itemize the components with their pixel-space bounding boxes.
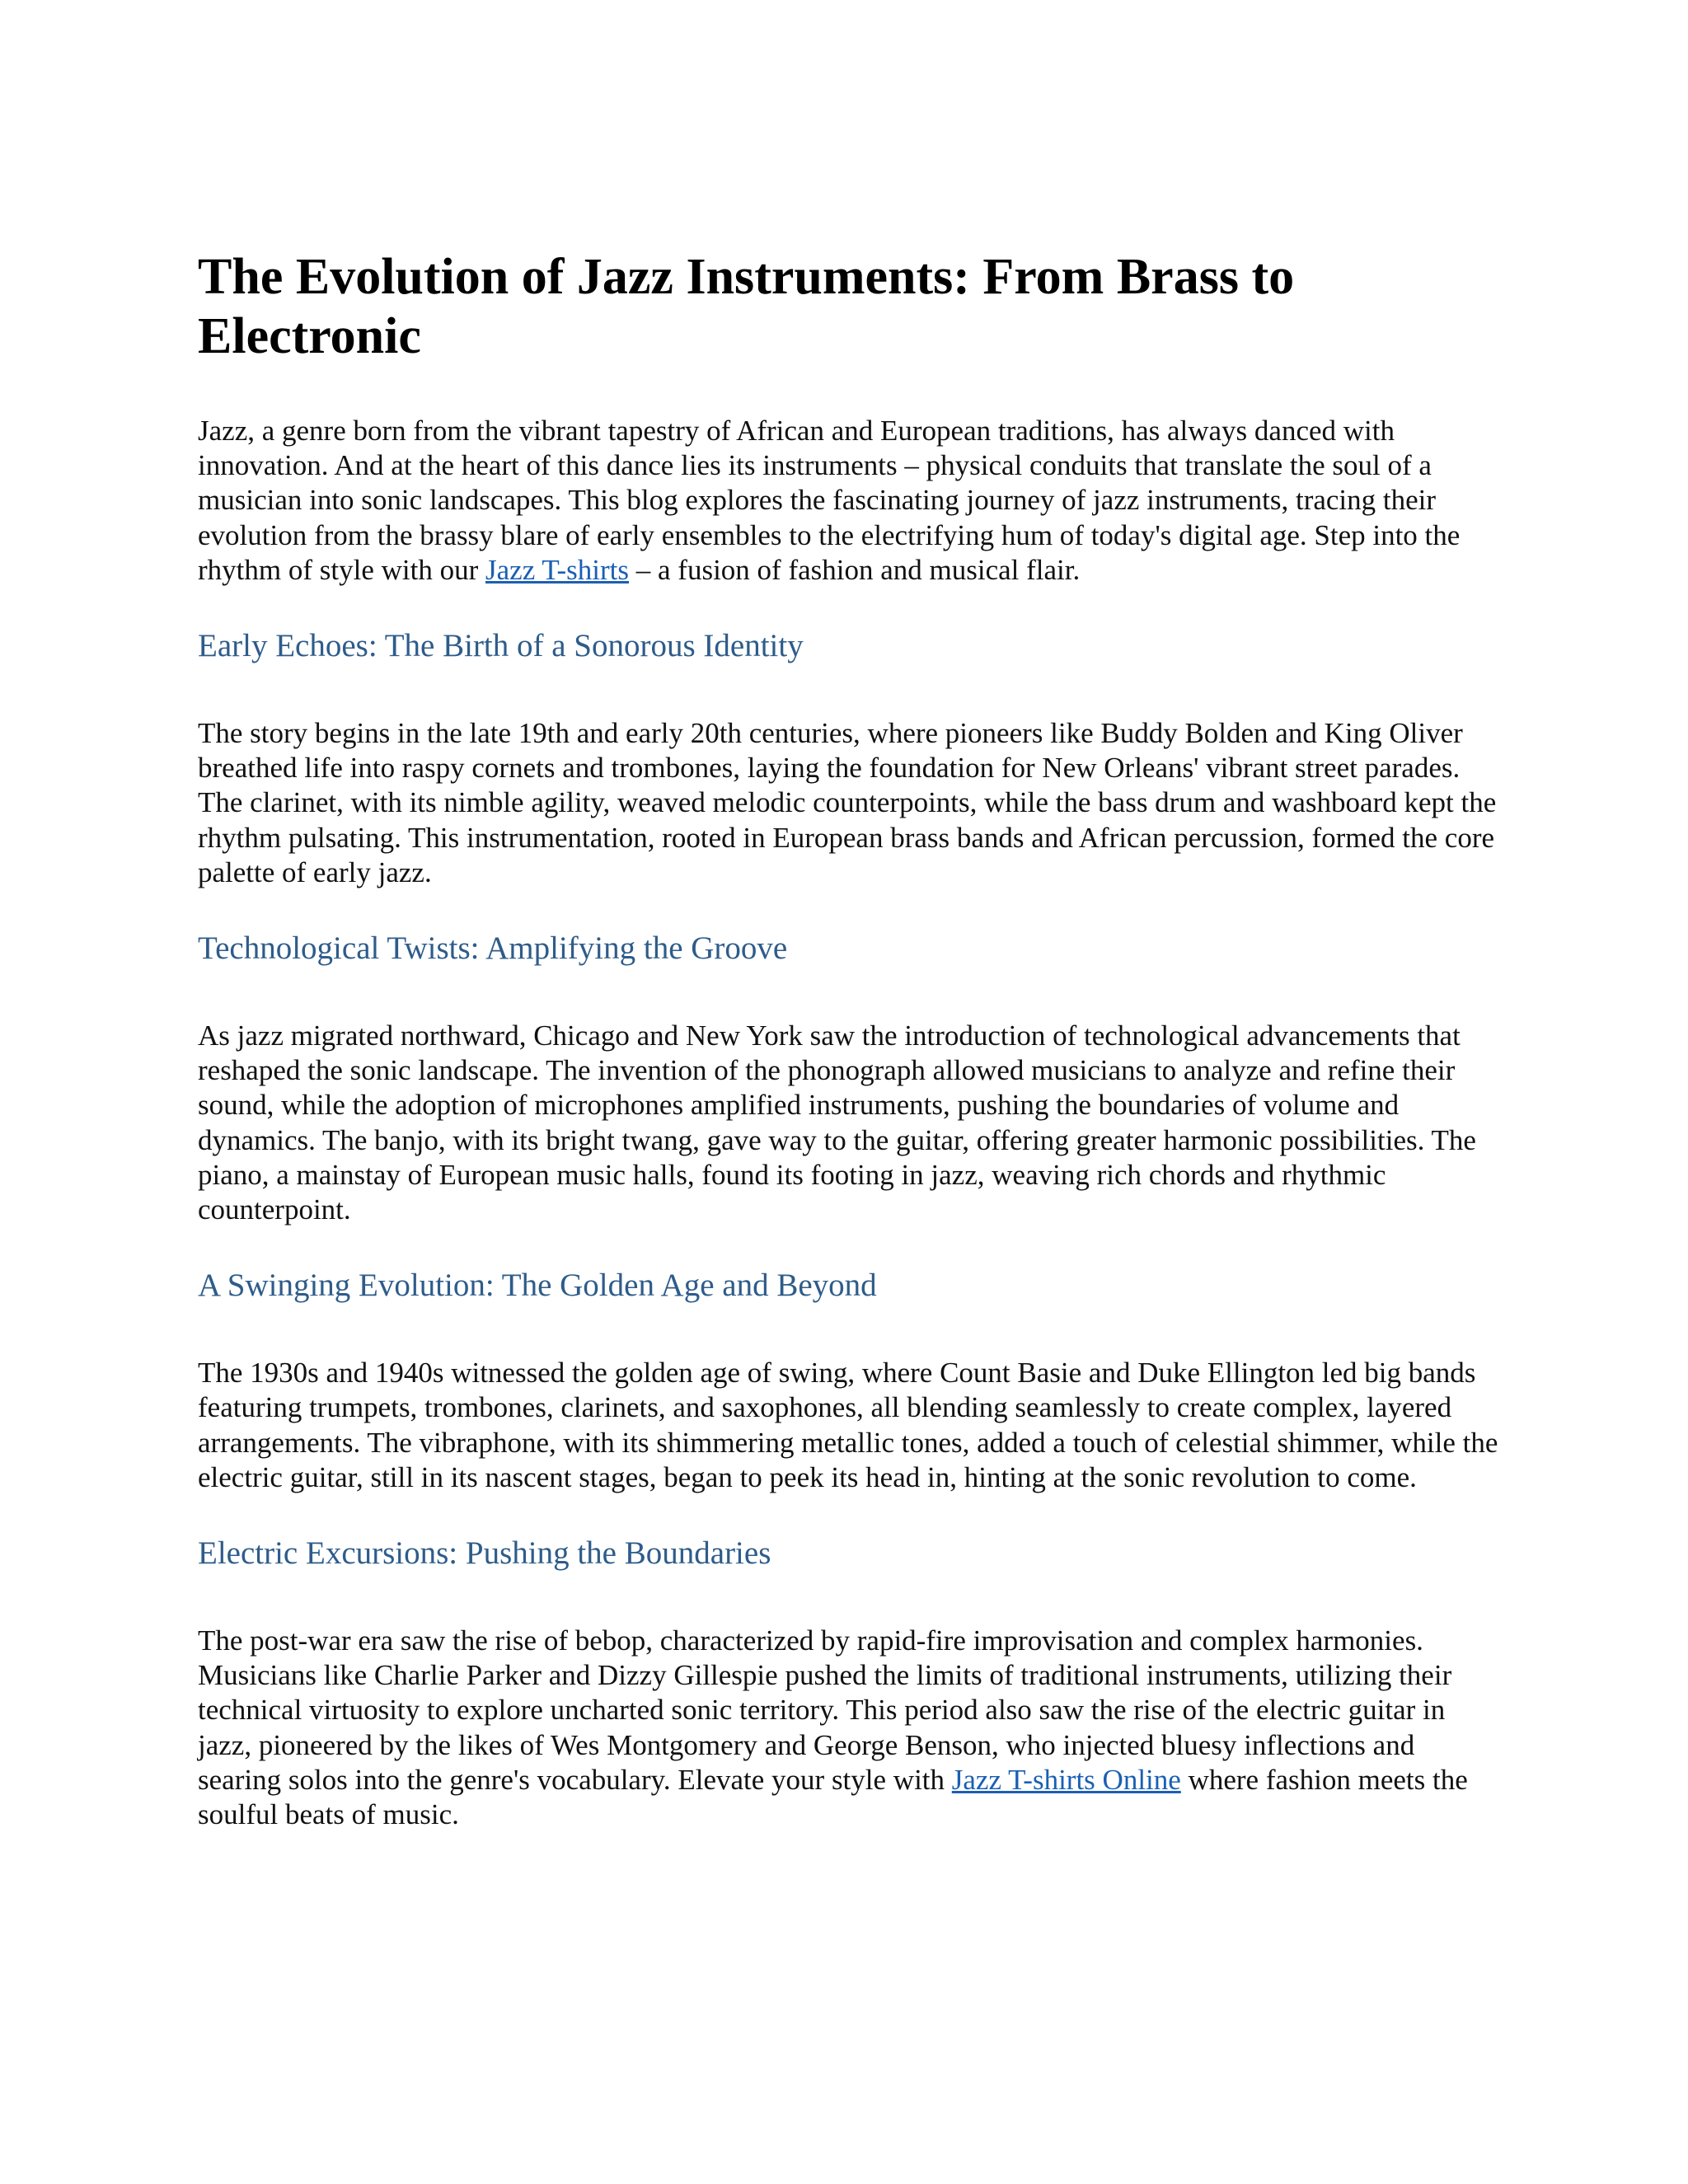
section-swinging-evolution xyxy=(198,1267,1500,1495)
document-page xyxy=(198,247,1500,1832)
intro-paragraph xyxy=(198,414,1500,588)
section-heading-electric-excursions: Electric Excursions: Pushing the Boundaries xyxy=(198,1535,771,1572)
electric-text-end: where fashion meets the soulful beats of music. xyxy=(198,1763,1468,1831)
jazz-tshirts-online-link[interactable]: Jazz T-shirts Online xyxy=(951,1763,1181,1796)
article-title: The Evolution of Jazz Instruments: From Brass to Electronic xyxy=(198,249,1295,364)
section-body-technological-twists: As jazz migrated northward, Chicago and New York saw the introduction of technological advancements that reshaped the sonic landscape. The invention of the phonograph allowed musicians to analyze and refine their sound, while the adoption of microphones amplified instruments, pushing the boundaries of volume and dynamics. The banjo, with its bright twang, gave way to the guitar, offering greater harmonic possibilities. The piano, a mainstay of European music halls, found its footing in jazz, weaving rich chords and rhythmic counterpoint. xyxy=(198,1019,1476,1226)
section-body-swinging-evolution: The 1930s and 1940s witnessed the golden age of swing, where Count Basie and Duke Ellington led big bands featuring trumpets, trombones, clarinets, and saxophones, all blending seamlessly to create complex, layered arrangements. The vibraphone, with its shimmering metallic tones, added a touch of celestial shimmer, while the electric guitar, still in its nascent stages, began to peek its head in, hinting at the sonic revolution to come. xyxy=(198,1357,1498,1493)
section-electric-excursions xyxy=(198,1535,1500,1832)
section-heading-technological-twists: Technological Twists: Amplifying the Groove xyxy=(198,930,788,967)
section-body-early-echoes: The story begins in the late 19th and early 20th centuries, where pioneers like Buddy Bolden and King Oliver breathed life into raspy cornets and trombones, laying the foundation for New Orleans' vibrant street parades. The clarinet, with its nimble agility, weaved melodic counterpoints, while the bass drum and washboard kept the rhythm pulsating. This instrumentation, rooted in European brass bands and African percussion, formed the core palette of early jazz. xyxy=(198,717,1497,888)
section-technological-twists xyxy=(198,930,1500,1227)
intro-section xyxy=(198,414,1500,588)
intro-text-end: – a fusion of fashion and musical flair. xyxy=(629,553,1081,586)
section-heading-swinging-evolution: A Swinging Evolution: The Golden Age and Beyond xyxy=(198,1268,877,1304)
section-body-electric-excursions xyxy=(198,1624,1500,1832)
jazz-tshirts-link[interactable]: Jazz T-shirts xyxy=(485,553,630,586)
intro-text-start: Jazz, a genre born from the vibrant tapestry of African and European traditions, has always danced with innovation. And at the heart of this dance lies its instruments – physical conduits that translate the soul of a musician into sonic landscapes. This blog explores the fascinating journey of jazz instruments, tracing their evolution from the brassy blare of early ensembles to the electrifying hum of today's digital age. Step into the rhythm of style with our xyxy=(198,415,1461,586)
section-heading-early-echoes: Early Echoes: The Birth of a Sonorous Identity xyxy=(198,628,804,664)
electric-text-start: The post-war era saw the rise of bebop, characterized by rapid-fire improvisation and complex harmonies. Musicians like Charlie Parker and Dizzy Gillespie pushed the limits of traditional instruments, utilizing their technical virtuosity to explore uncharted sonic territory. This period also saw the rise of the electric guitar in jazz, pioneered by the likes of Wes Montgomery and George Benson, who injected bluesy inflections and searing solos into the genre's vocabulary. Elevate your style with xyxy=(198,1624,1452,1796)
section-early-echoes xyxy=(198,627,1500,890)
